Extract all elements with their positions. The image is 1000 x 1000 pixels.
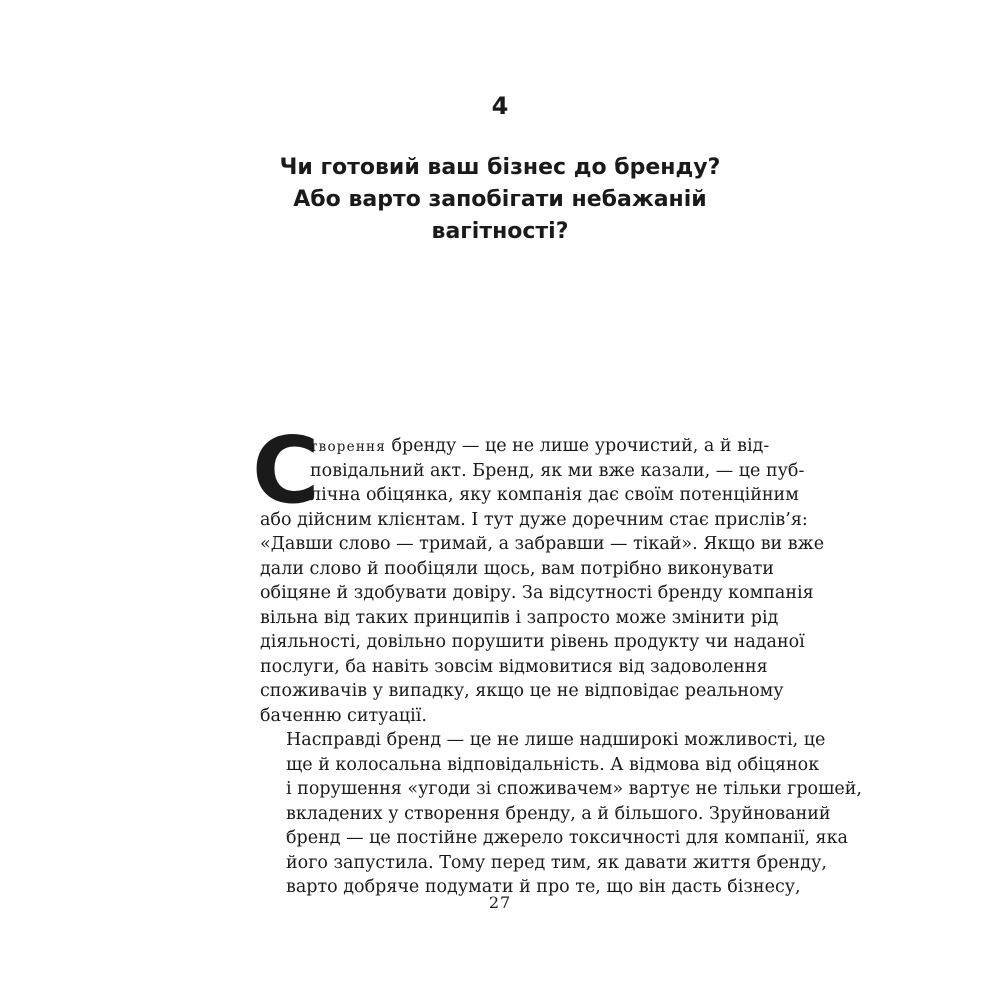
chapter-title (0, 152, 1000, 248)
text-line: повідальний акт. Бренд, як ми вже казали, — це пуб- (310, 460, 805, 481)
chapter-title-line: Чи готовий ваш бізнес до бренду? (279, 155, 721, 180)
text-line: вкладених у створення бренду, а й більшого. Зруйнований (286, 803, 831, 824)
text-line: і порушення «угоди зі споживачем» вартує не тільки грошей, (286, 779, 862, 799)
text-line: лічна обіцянка, яку компанія дає своїм потенційним (310, 485, 799, 505)
text-line: варто добряче подумати й про те, що він дасть бізнесу, (286, 877, 801, 897)
text-line: Насправді бренд — це не лише надширокі можливості, це (286, 730, 826, 750)
text-line: діяльності, довільно порушити рівень продукту чи наданої (260, 632, 805, 652)
text-line: дали слово й пообіцяли щось, вам потрібно виконувати (260, 558, 774, 579)
text-line (260, 434, 770, 459)
text-line: споживачів у випадку, якщо це не відповідає реальному (260, 681, 784, 701)
chapter-title-line: Або варто запобігати небажаній (293, 187, 707, 212)
drop-cap: С (252, 417, 320, 524)
text-line: його запустила. Тому перед тим, як давати життя бренду, (286, 852, 827, 873)
text-line: послуги, ба навіть зовсім відмовитися від задоволення (260, 656, 768, 677)
page-number: 27 (488, 893, 512, 912)
body-text (252, 417, 862, 900)
chapter-number: 4 (491, 92, 509, 120)
text-line-rest: бренду — це не лише урочистий, а й від- (385, 436, 770, 456)
text-line: вільна від таких принципів і запросто може змінити рід (260, 607, 779, 628)
text-line: обіцяне й здобувати довіру. За відсутності бренду компанія (260, 583, 814, 603)
text-line: баченню ситуації. (260, 705, 427, 726)
text-line: бренд — це постійне джерело токсичності для компанії, яка (286, 828, 848, 848)
chapter-title-line: вагітності? (431, 219, 569, 244)
text-line: або дійсним клієнтам. І тут дуже доречним стає прислів’я: (260, 509, 808, 530)
text-line: «Давши слово — тримай, а забравши — тікай». Якщо ви вже (260, 534, 825, 554)
text-line: ще й колосальна відповідальність. А відмова від обіцянок (286, 754, 820, 775)
first-word-smallcaps: творення (310, 439, 386, 455)
